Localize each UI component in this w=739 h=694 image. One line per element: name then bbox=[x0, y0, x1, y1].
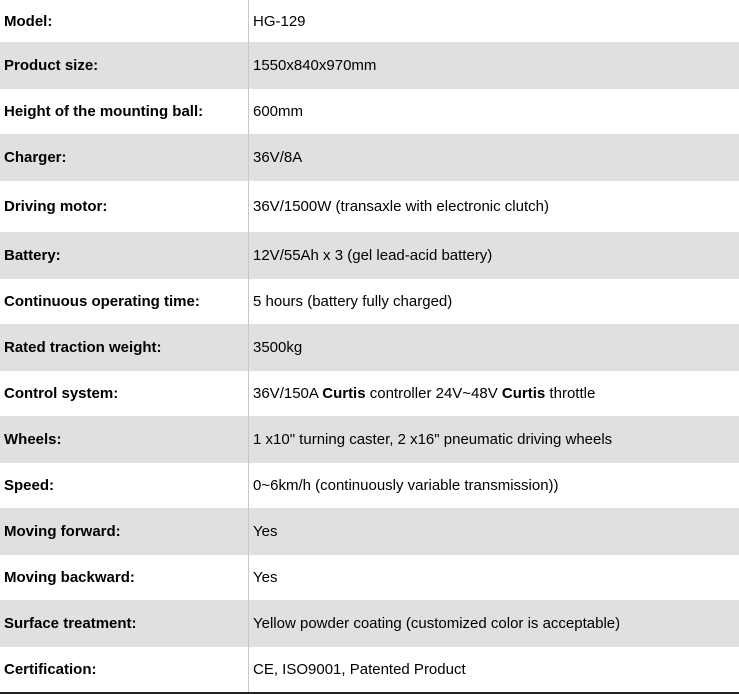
spec-value: 1550x840x970mm bbox=[253, 57, 377, 74]
spec-label: Model: bbox=[4, 12, 53, 30]
spec-value: Yellow powder coating (customized color is acceptable) bbox=[253, 615, 621, 632]
spec-row-driving-motor bbox=[0, 181, 739, 232]
spec-value: Yes bbox=[253, 569, 278, 586]
spec-value: 12V/55Ah x 3 (gel lead-acid battery) bbox=[253, 247, 493, 264]
spec-label: Battery: bbox=[4, 247, 61, 264]
spec-row-moving-backward bbox=[0, 555, 739, 600]
spec-value: CE, ISO9001, Patented Product bbox=[253, 661, 466, 678]
spec-label: Rated traction weight: bbox=[4, 339, 162, 356]
spec-value: 0~6km/h (continuously variable transmission)) bbox=[253, 477, 559, 494]
spec-value: 1 x10" turning caster, 2 x16" pneumatic driving wheels bbox=[253, 431, 613, 448]
spec-row-product-size bbox=[0, 42, 739, 89]
spec-row-mounting-ball-height bbox=[0, 89, 739, 134]
spec-value: 36V/150A Curtis controller 24V~48V Curtis throttle bbox=[253, 385, 596, 402]
spec-value: 5 hours (battery fully charged) bbox=[253, 293, 453, 310]
spec-row-control-system bbox=[0, 371, 739, 416]
spec-label: Height of the mounting ball: bbox=[4, 103, 204, 120]
brand-name: Curtis bbox=[322, 385, 366, 402]
spec-row-wheels bbox=[0, 416, 739, 463]
spec-row-charger bbox=[0, 134, 739, 181]
spec-label: Surface treatment: bbox=[4, 615, 137, 632]
spec-value: 600mm bbox=[253, 103, 304, 120]
spec-value: 36V/1500W (transaxle with electronic clutch) bbox=[253, 198, 549, 215]
spec-row-surface-treatment bbox=[0, 600, 739, 647]
spec-label: Charger: bbox=[4, 149, 67, 166]
brand-name: Curtis bbox=[501, 385, 546, 402]
spec-label: Certification: bbox=[4, 661, 97, 678]
spec-label: Control system: bbox=[4, 385, 119, 402]
spec-row-traction-weight bbox=[0, 324, 739, 371]
spec-value: HG-129 bbox=[253, 12, 306, 30]
spec-value: 36V/8A bbox=[253, 149, 303, 166]
spec-label: Moving backward: bbox=[4, 569, 135, 586]
spec-value: 3500kg bbox=[253, 339, 303, 356]
spec-label: Continuous operating time: bbox=[4, 293, 200, 310]
column-divider bbox=[248, 0, 249, 692]
spec-row-certification bbox=[0, 647, 739, 692]
spec-row-operating-time bbox=[0, 279, 739, 324]
spec-value: Yes bbox=[253, 523, 278, 540]
spec-row-battery bbox=[0, 232, 739, 279]
spec-label: Driving motor: bbox=[4, 198, 108, 215]
spec-label: Wheels: bbox=[4, 431, 62, 448]
spec-label: Moving forward: bbox=[4, 523, 121, 540]
spec-row-moving-forward bbox=[0, 508, 739, 555]
spec-label: Speed: bbox=[4, 477, 55, 494]
spec-label: Product size: bbox=[4, 57, 99, 74]
spec-row-model bbox=[0, 0, 739, 42]
spec-row-speed bbox=[0, 463, 739, 508]
